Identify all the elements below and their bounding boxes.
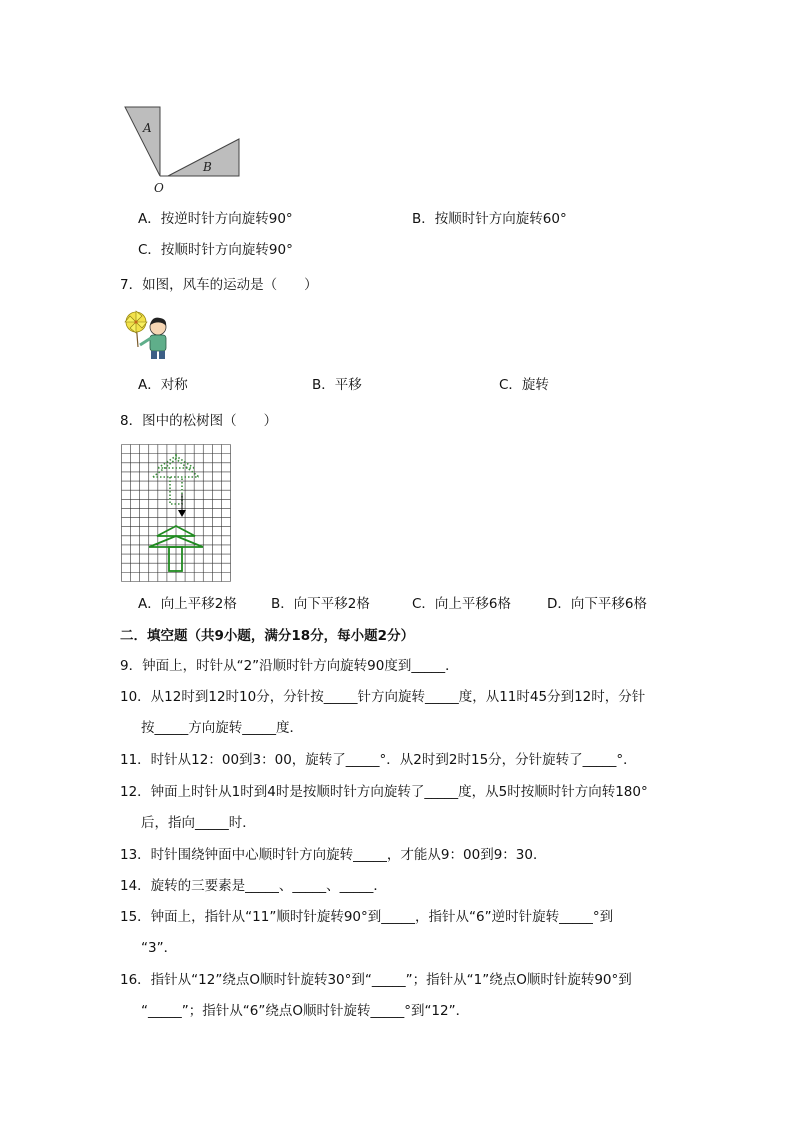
label-a: A xyxy=(143,121,152,135)
q12-line1: 12．钟面上时针从1时到4时是按顺时针方向旋转了_____度，从5时按顺时针方向转180° xyxy=(120,784,648,800)
q8-option-d: D．向下平移6格 xyxy=(547,596,647,612)
q7-question: 7．如图，风车的运动是（ ） xyxy=(120,277,318,293)
triangle-a xyxy=(125,107,160,176)
section-heading: 二．填空题（共9小题，满分18分，每小题2分） xyxy=(120,628,415,644)
q7-option-c: C．旋转 xyxy=(499,377,549,393)
label-b: B xyxy=(203,160,212,174)
rotation-figure xyxy=(118,104,246,196)
q6-option-c: C．按顺时针方向旋转90° xyxy=(138,242,293,258)
q10-line2: 按_____方向旋转_____度． xyxy=(141,720,303,736)
label-o: O xyxy=(154,181,164,195)
q8-option-c: C．向上平移6格 xyxy=(412,596,512,612)
q15-line1: 15．钟面上，指针从“11”顺时针旋转90°到_____，指针从“6”逆时针旋转_____°到 xyxy=(120,909,614,925)
q9-line1: 9．钟面上，时针从“2”沿顺时针方向旋转90度到_____． xyxy=(120,658,459,674)
q8-option-b: B．向下平移2格 xyxy=(271,596,370,612)
q8-question: 8．图中的松树图（ ） xyxy=(120,413,278,429)
q6-option-a: A．按逆时针方向旋转90° xyxy=(138,211,293,227)
pinwheel-boy-illustration xyxy=(120,307,176,361)
q16-line1: 16．指针从“12”绕点O顺时针旋转30°到“_____”；指针从“1”绕点O顺时针旋转90°到 xyxy=(120,972,632,988)
q7-option-a: A．对称 xyxy=(138,377,188,393)
pine-tree-grid-figure xyxy=(121,444,231,582)
q15-line2: “3”． xyxy=(141,940,178,956)
q12-line2: 后，指向_____时． xyxy=(141,815,256,831)
q16-line2: “_____”；指针从“6”绕点O顺时针旋转_____°到“12”． xyxy=(141,1003,470,1019)
q8-option-a: A．向上平移2格 xyxy=(138,596,237,612)
q14-line1: 14．旋转的三要素是_____、_____、_____． xyxy=(120,878,387,894)
q6-option-b: B．按顺时针方向旋转60° xyxy=(412,211,567,227)
q7-option-b: B．平移 xyxy=(312,377,362,393)
q13-line1: 13．时针围绕钟面中心顺时针方向旋转_____，才能从9：00到9：30． xyxy=(120,847,547,863)
q11-line1: 11．时针从12：00到3：00，旋转了_____°．从2时到2时15分，分针旋转了_____°． xyxy=(120,752,637,768)
q10-line1: 10．从12时到12时10分，分针按_____针方向旋转_____度，从11时45分到12时，分针 xyxy=(120,689,646,705)
